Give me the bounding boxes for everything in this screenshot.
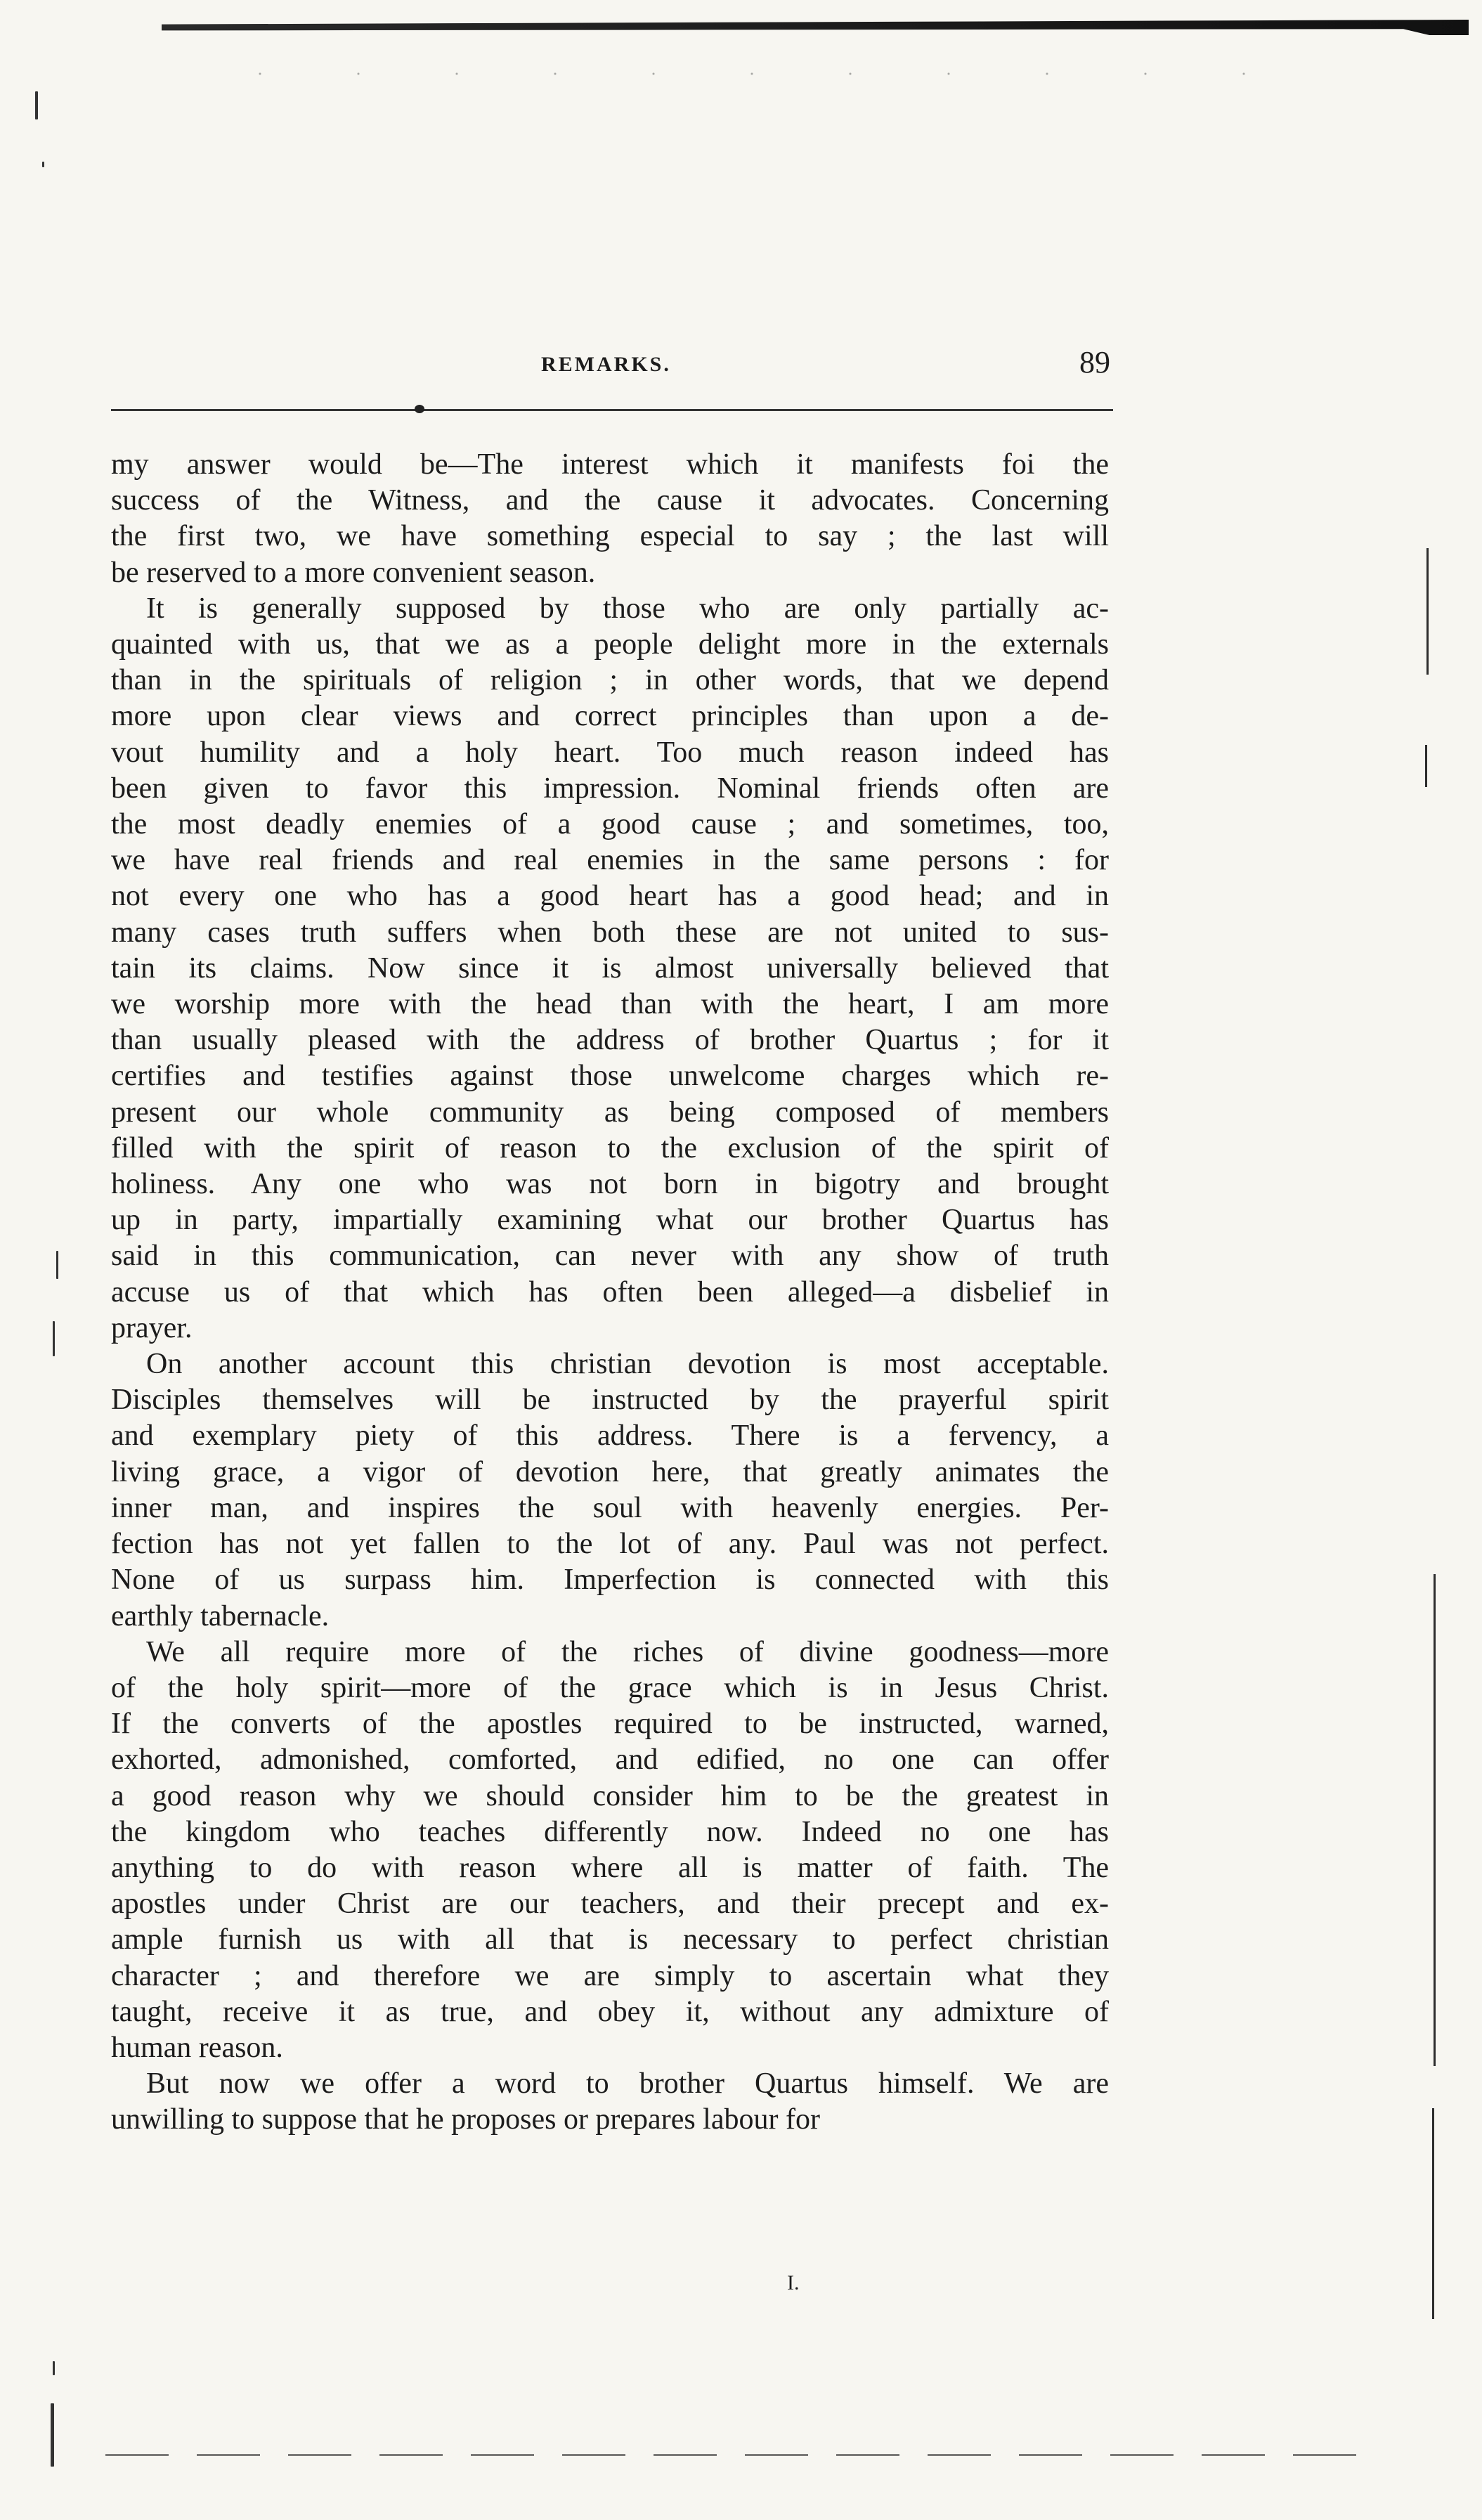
- signature-mark: I.: [787, 2271, 800, 2294]
- text-line: more upon clear views and correct principles than upon a de-: [111, 700, 1109, 733]
- text-line: prayer.: [111, 1311, 193, 1344]
- text-line: taught, receive it as true, and obey it, without any admixture of: [111, 1995, 1109, 2028]
- page-header: [112, 344, 1110, 387]
- text-line: certifies and testifies against those unwelcome charges which re-: [111, 1060, 1109, 1093]
- paragraph: [111, 591, 1109, 1346]
- text-line: said in this communication, can never with any show of truth: [111, 1240, 1109, 1273]
- text-line: exhorted, admonished, comforted, and edified, no one can offer: [111, 1743, 1109, 1777]
- text-line: success of the Witness, and the cause it advocates. Concerning: [111, 484, 1109, 517]
- right-margin-stroke: [1426, 548, 1429, 675]
- text-line: than in the spirituals of religion ; in other words, that we depend: [111, 664, 1109, 697]
- text-line: human reason.: [111, 2031, 283, 2064]
- text-line: None of us surpass him. Imperfection is connected with this: [111, 1564, 1109, 1597]
- paragraph: [111, 2066, 1109, 2138]
- text-line: filled with the spirit of reason to the exclusion of the spirit of: [111, 1131, 1109, 1164]
- paragraph: [111, 447, 1109, 591]
- text-line: the most deadly enemies of a good cause ; and sometimes, too,: [111, 808, 1109, 841]
- text-line: a good reason why we should consider him to be the greatest in: [111, 1779, 1109, 1812]
- text-line: ample furnish us with all that is necessary to perfect christian: [111, 1923, 1109, 1956]
- text-line: apostles under Christ are our teachers, and their precept and ex-: [111, 1888, 1109, 1921]
- bottom-edge-rule: [105, 2454, 1370, 2456]
- text-line: living grace, a vigor of devotion here, that greatly animates the: [111, 1455, 1109, 1488]
- left-margin-speck: [51, 2403, 54, 2467]
- header-rule-mark: [415, 405, 424, 413]
- text-line: than usually pleased with the address of brother Quartus ; for it: [111, 1024, 1109, 1057]
- text-line: unwilling to suppose that he proposes or prepares labour for: [111, 2103, 820, 2136]
- left-margin-speck: [35, 91, 38, 119]
- left-margin-speck: [56, 1251, 58, 1279]
- text-line: character ; and therefore we are simply to ascertain what they: [111, 1959, 1109, 1992]
- text-line: On another account this christian devotion is most acceptable.: [146, 1348, 1109, 1381]
- text-line: the first two, we have something especial to say ; the last will: [111, 520, 1109, 553]
- left-margin-speck: [53, 2361, 55, 2375]
- text-line: we have real friends and real enemies in the same persons : for: [111, 844, 1109, 877]
- text-line: of the holy spirit—more of the grace which is in Jesus Christ.: [111, 1671, 1109, 1704]
- text-line: inner man, and inspires the soul with heavenly energies. Per-: [111, 1491, 1109, 1524]
- text-line: fection has not yet fallen to the lot of any. Paul was not perfect.: [111, 1528, 1109, 1561]
- left-margin-speck: [53, 1321, 55, 1356]
- text-line: tain its claims. Now since it is almost universally believed that: [111, 952, 1109, 985]
- right-margin-stroke: [1432, 2108, 1434, 2319]
- text-line: holiness. Any one who was not born in bigotry and brought: [111, 1168, 1109, 1201]
- body-text: [111, 447, 1109, 2138]
- paragraph: [111, 1635, 1109, 2066]
- text-line: anything to do with reason where all is matter of faith. The: [111, 1851, 1109, 1884]
- text-line: up in party, impartially examining what our brother Quartus has: [111, 1204, 1109, 1237]
- text-line: the kingdom who teaches differently now. Indeed no one has: [111, 1815, 1109, 1848]
- text-line: But now we offer a word to brother Quartus himself. We are: [146, 2067, 1109, 2100]
- text-line: present our whole community as being composed of members: [111, 1096, 1109, 1129]
- text-line: my answer would be—The interest which it manifests foi the: [111, 448, 1109, 481]
- text-line: be reserved to a more convenient season.: [111, 556, 596, 589]
- running-head: REMARKS.: [541, 353, 671, 376]
- text-line: not every one who has a good heart has a good head; and in: [111, 880, 1109, 913]
- left-margin-speck: [42, 162, 44, 167]
- text-line: we worship more with the head than with the heart, I am more: [111, 988, 1109, 1021]
- text-line: earthly tabernacle.: [111, 1599, 330, 1632]
- right-margin-stroke: [1425, 745, 1427, 787]
- text-line: If the converts of the apostles required to be instructed, warned,: [111, 1708, 1109, 1741]
- text-line: accuse us of that which has often been alleged—a disbelief in: [111, 1275, 1109, 1308]
- top-edge-specks: [211, 63, 1265, 84]
- page-number: 89: [1079, 345, 1110, 379]
- text-line: vout humility and a holy heart. Too much reason indeed has: [111, 736, 1109, 769]
- text-line: It is generally supposed by those who are only partially ac-: [146, 592, 1109, 625]
- text-line: We all require more of the riches of divine goodness—more: [146, 1635, 1109, 1668]
- paragraph: [111, 1346, 1109, 1635]
- header-rule: [111, 409, 1113, 411]
- text-line: quainted with us, that we as a people delight more in the externals: [111, 628, 1109, 661]
- right-margin-stroke: [1434, 1574, 1436, 2066]
- text-line: been given to favor this impression. Nominal friends often are: [111, 772, 1109, 805]
- text-line: Disciples themselves will be instructed by the prayerful spirit: [111, 1384, 1109, 1417]
- text-line: and exemplary piety of this address. There is a fervency, a: [111, 1420, 1109, 1453]
- text-line: many cases truth suffers when both these are not united to sus-: [111, 916, 1109, 949]
- top-edge-rule: [162, 20, 1469, 35]
